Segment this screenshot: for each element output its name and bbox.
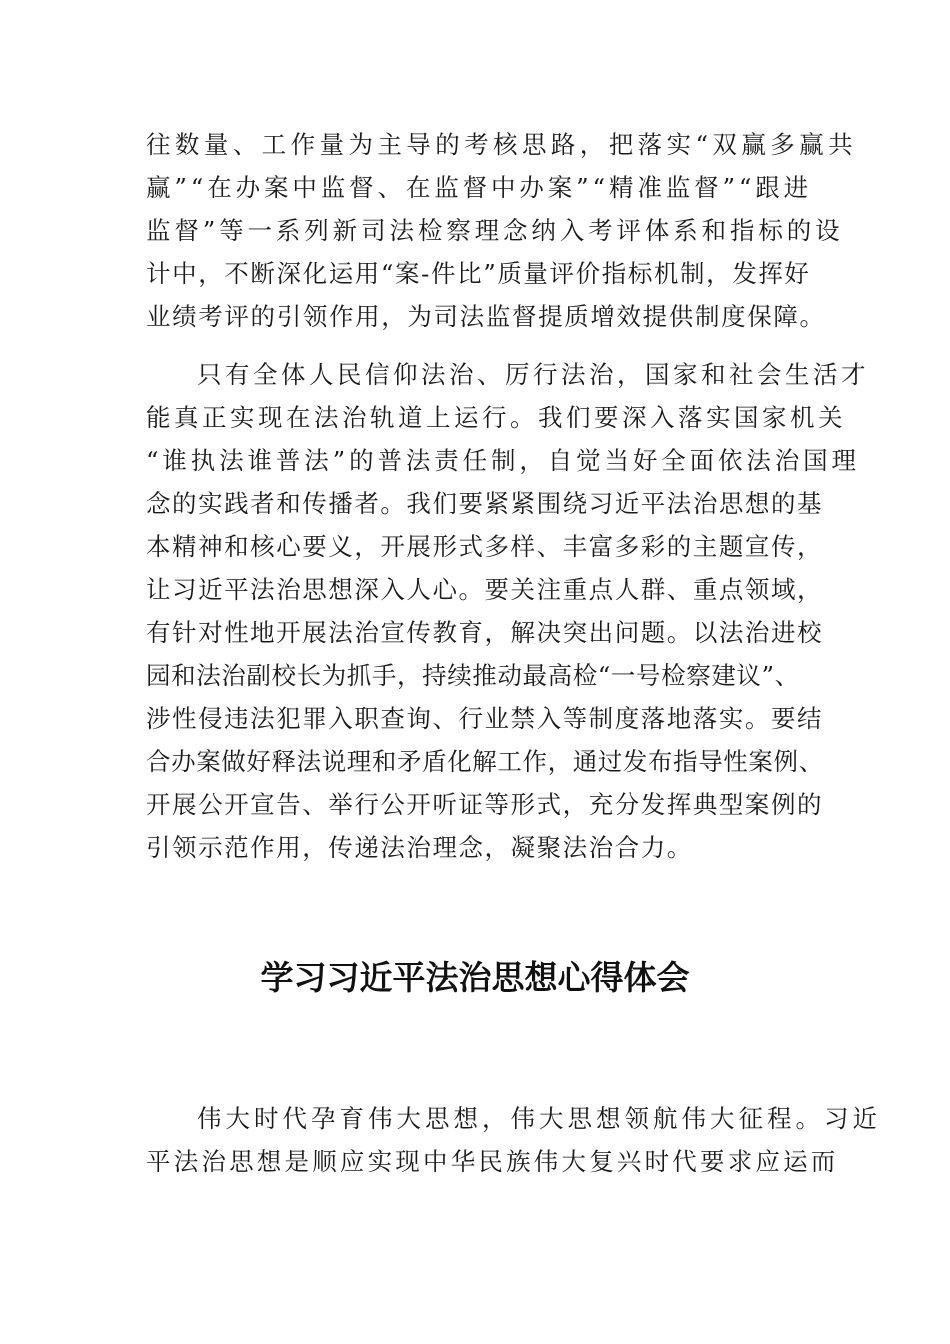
text-line: 计中，不断深化运用“案-件比”质量评价指标机制，发挥好 xyxy=(146,259,811,288)
text-line: 涉性侵违法犯罪入职查询、行业禁入等制度落地落实。要结 xyxy=(146,704,824,733)
text-line: 开展公开宣告、举行公开听证等形式，充分发挥典型案例的 xyxy=(146,790,824,819)
text-line: 园和法治副校长为抓手，持续推动最高检“一号检察建议”、 xyxy=(146,661,800,690)
text-line: 念的实践者和传播者。我们要紧紧围绕习近平法治思想的基 xyxy=(146,489,824,518)
text-line: 只有全体人民信仰法治、厉行法治，国家和社会生活才 xyxy=(197,360,869,389)
text-line: 监督”等一系列新司法检察理念纳入考评体系和指标的设 xyxy=(146,216,844,245)
text-line: 平法治思想是顺应实现中华民族伟大复兴时代要求应运而 xyxy=(146,1147,839,1176)
text-line: 引领示范作用，传递法治理念，凝聚法治合力。 xyxy=(146,833,693,862)
text-line: 能真正实现在法治轨道上运行。我们要深入落实国家机关 xyxy=(146,403,846,432)
section-title: 学习习近平法治思想心得体会 xyxy=(260,958,690,997)
text-line: 本精神和核心要义，开展形式多样、丰富多彩的主题宣传， xyxy=(146,532,824,561)
text-line: 伟大时代孕育伟大思想，伟大思想领航伟大征程。习近 xyxy=(197,1104,881,1133)
text-line: 赢”“在办案中监督、在监督中办案”“精准监督”“跟进 xyxy=(146,173,813,202)
text-line: “谁执法谁普法”的普法责任制，自觉当好全面依法治国理 xyxy=(146,446,860,475)
text-line: 业绩考评的引领作用，为司法监督提质增效提供制度保障。 xyxy=(146,302,826,331)
text-line: 往数量、工作量为主导的考核思路，把落实“双赢多赢共 xyxy=(146,130,858,159)
text-line: 有针对性地开展法治宣传教育，解决突出问题。以法治进校 xyxy=(146,618,824,647)
text-line: 让习近平法治思想深入人心。要关注重点人群、重点领域， xyxy=(146,575,824,604)
text-line: 合办案做好释法说理和矛盾化解工作，通过发布指导性案例、 xyxy=(146,747,824,776)
